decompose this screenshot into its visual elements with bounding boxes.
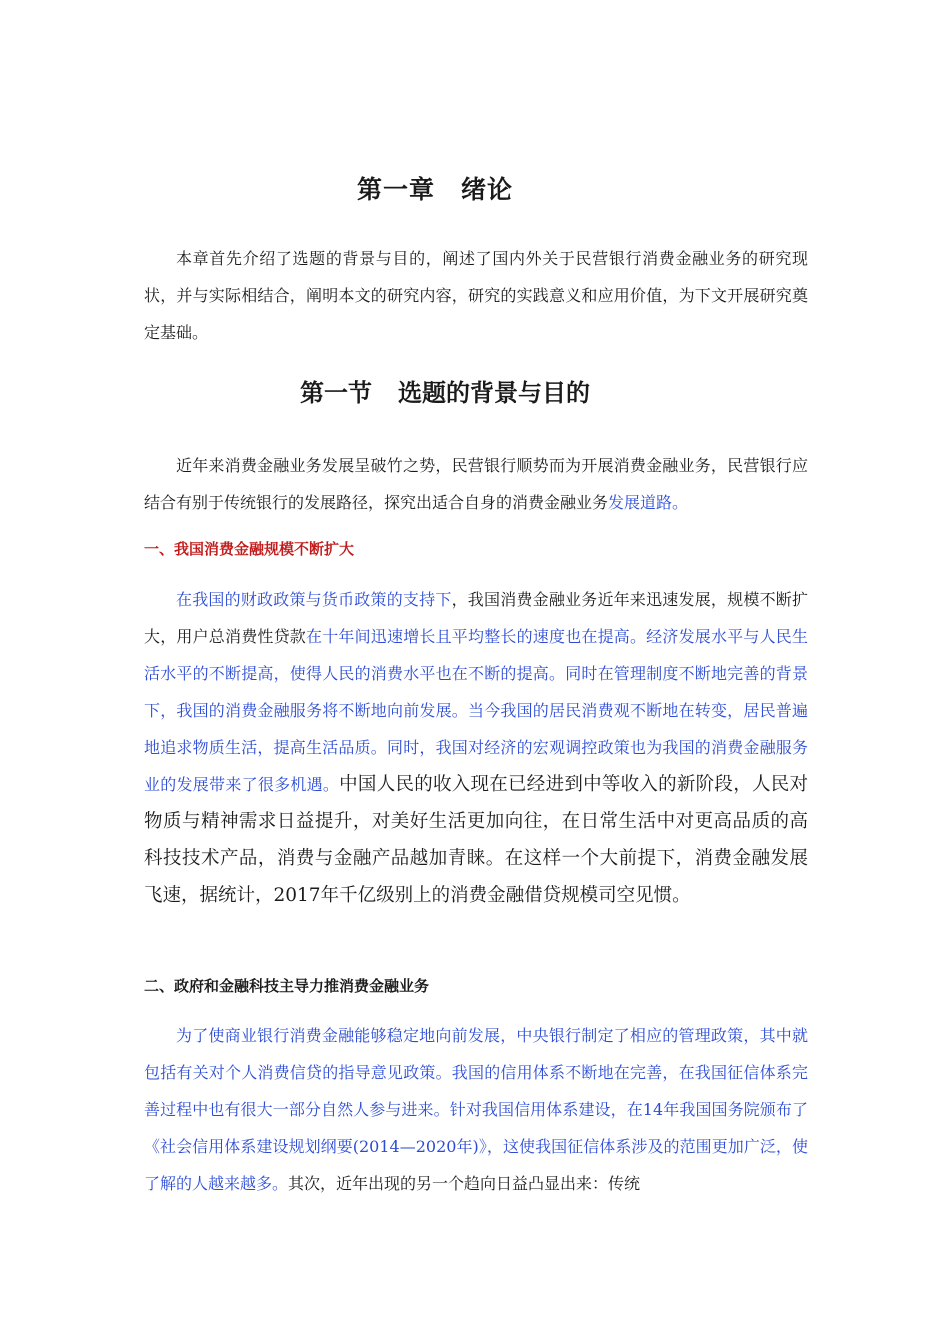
section-intro-paragraph bbox=[144, 447, 808, 521]
section-intro-text: 近年来消费金融业务发展呈破竹之势，民营银行顺势而为开展消费金融业务，民营银行应结合有别于传统银行的发展路径，探究出适合自身的消费金融业务 bbox=[144, 456, 808, 512]
chapter-prefix: 第一章 bbox=[356, 175, 435, 204]
subheading-2: 二、政府和金融科技主导力推消费金融业务 bbox=[144, 977, 430, 995]
para1-segment-3: 在十年间迅速增长且平均整长的速度也在提高。经济发展水平与人民生活水平的不断提高，使得人民的消费水平也在不断的提高。同时在管理制度不断地完善的背景下，我国的消费金融服务将不断地向前发展。当今我国的居民消费观不断地在转变，居民普遍地追求物质生活，提高生活品质。同时，我国对经济的宏观调控政策也为我国的消费金融服务业的发展带来了很多机遇。 bbox=[144, 627, 808, 794]
chapter-title bbox=[0, 170, 950, 206]
section-title bbox=[0, 373, 950, 408]
section-intro-highlight: 发展道路。 bbox=[608, 493, 689, 512]
chapter-name: 绪论 bbox=[461, 175, 514, 204]
para2-segment-1: 为了使商业银行消费金融能够稳定地向前发展，中央银行制定了相应的管理政策，其中就包括有关对个人消费信贷的指导意见政策。我国的信用体系不断地在完善，在我国征信体系完善过程中也有很大一部分自然人参与进来。针对我国信用体系建设，在14年我国国务院颁布了《社会信用体系建设规划纲要(2014—2020年)》，这使我国征信体系涉及的范围更加广泛，使了解的人越来越多。 bbox=[144, 1026, 808, 1193]
para1-segment-2: ，我国消费金融业务近年来迅速发展，规模不断扩大，用户总消费性贷款 bbox=[144, 590, 808, 646]
chapter-intro-text: 本章首先介绍了选题的背景与目的，阐述了国内外关于民营银行消费金融业务的研究现状，并与实际相结合，阐明本文的研究内容，研究的实践意义和应用价值，为下文开展研究奠定基础。 bbox=[144, 249, 808, 342]
section-name: 选题的背景与目的 bbox=[398, 379, 590, 407]
body-paragraph-2 bbox=[144, 1017, 808, 1202]
chapter-intro-paragraph bbox=[144, 240, 808, 351]
para1-segment-4: 中国人民的收入现在已经进到中等收入的新阶段，人民对物质与精神需求日益提升，对美好生活更加向往，在日常生活中对更高品质的高科技技术产品，消费与金融产品越加青睐。在这样一个大前提下，消费金融发展飞速，据统计，2017年千亿级别上的消费金融借贷规模司空见惯。 bbox=[144, 774, 808, 906]
section-prefix: 第一节 bbox=[300, 379, 372, 407]
subheading-1: 一、我国消费金融规模不断扩大 bbox=[144, 540, 355, 558]
para1-segment-1: 在我国的财政政策与货币政策的支持下 bbox=[176, 590, 452, 609]
body-paragraph-1 bbox=[144, 581, 808, 914]
para2-segment-2: 其次，近年出现的另一个趋向日益凸显出来：传统 bbox=[288, 1174, 641, 1193]
